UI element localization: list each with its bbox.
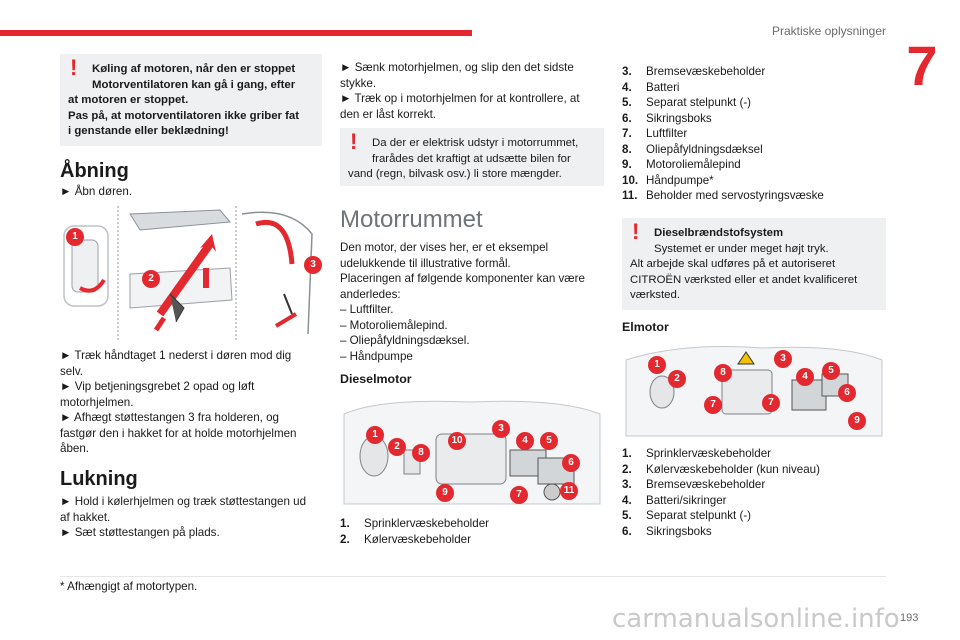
list-item	[622, 524, 886, 540]
list-text: Sprinklervæskebeholder	[646, 447, 772, 460]
warning-line: frarådes det kraftigt at udsætte bilen for	[372, 152, 571, 165]
list-text: Separat stelpunkt (-)	[646, 509, 752, 522]
heading-motorrummet: Motorrummet	[340, 206, 483, 233]
list-num: 1.	[622, 447, 632, 460]
warning-icon: !	[632, 219, 640, 244]
step-line: stykke.	[340, 76, 377, 90]
motorrummet-intro	[340, 240, 604, 364]
list-item	[622, 173, 886, 189]
opening-steps	[60, 348, 322, 457]
warning-box-electrical	[340, 128, 604, 186]
intro-line: – Håndpumpe	[340, 349, 413, 363]
electric-component-list	[622, 446, 886, 539]
callout-marker: 2	[668, 370, 686, 388]
callout-marker: 3	[774, 350, 792, 368]
list-item	[622, 95, 886, 111]
list-item	[622, 157, 886, 173]
list-num: 5.	[622, 96, 632, 109]
heading-elmotor: Elmotor	[622, 320, 669, 334]
list-item	[622, 508, 886, 524]
list-text: Kølervæskebeholder	[364, 532, 471, 546]
list-num: 8.	[622, 142, 632, 156]
list-text: Separat stelpunkt (-)	[646, 96, 752, 109]
list-item	[340, 516, 604, 532]
list-text: Sikringsboks	[646, 111, 712, 125]
step-line: den er låst korrekt.	[340, 107, 437, 121]
warning-line: vand (regn, bilvask osv.) li store mængder.	[348, 168, 562, 180]
list-item	[622, 446, 886, 462]
list-item	[622, 126, 886, 142]
chapter-number: 7	[906, 34, 938, 97]
list-item	[622, 493, 886, 509]
callout-marker: 7	[762, 394, 780, 412]
heading-lukning: Lukning	[60, 468, 138, 490]
callout-marker: 4	[516, 432, 534, 450]
callout-marker: 2	[142, 270, 160, 288]
warning-box-diesel	[622, 218, 886, 310]
list-item	[622, 188, 886, 204]
list-text: Beholder med servostyringsvæske	[646, 189, 824, 202]
callout-marker: 6	[562, 454, 580, 472]
warning-line: Alt arbejde skal udføres på et autoriseret	[630, 258, 836, 270]
warning-icon: !	[350, 129, 358, 154]
closing-steps-continued	[340, 60, 604, 122]
list-item	[622, 462, 886, 478]
warning-box-cooling	[60, 54, 322, 146]
footnote: * Afhængigt af motortypen.	[60, 580, 198, 593]
callout-marker: 1	[366, 426, 384, 444]
list-text: Kølervæskebeholder (kun niveau)	[646, 462, 820, 476]
callout-marker: 4	[796, 368, 814, 386]
callout-marker: 3	[304, 256, 322, 274]
list-text: Oliepåfyldningsdæksel	[646, 142, 763, 156]
intro-line: – Luftfilter.	[340, 303, 394, 316]
step-line: ► Vip betjeningsgrebet 2 opad og løft	[60, 380, 255, 393]
callout-marker: 9	[436, 484, 454, 502]
list-text: Bremsevæskebeholder	[646, 478, 766, 491]
header-accent-bar	[0, 30, 472, 36]
step-open-door: ► Åbn døren.	[60, 185, 133, 198]
list-num: 10.	[622, 173, 639, 187]
section-title: Praktiske oplysninger	[771, 24, 886, 38]
list-num: 2.	[340, 532, 350, 546]
callout-marker: 5	[540, 432, 558, 450]
footer-divider	[60, 576, 886, 577]
callout-marker: 7	[510, 486, 528, 504]
list-num: 7.	[622, 127, 632, 140]
callout-marker: 3	[492, 420, 510, 438]
list-item	[622, 64, 886, 80]
list-num: 3.	[622, 478, 632, 491]
diesel-component-list	[340, 516, 604, 547]
step-line: selv.	[60, 364, 83, 378]
list-text: Bremsevæskebeholder	[646, 65, 766, 78]
heading-abning: Åbning	[60, 160, 129, 182]
list-text: Motoroliemålepind	[646, 158, 741, 171]
step-line: ► Træk håndtaget 1 nederst i døren mod dig	[60, 349, 292, 362]
step-line: ► Sæt støttestangen på plads.	[60, 526, 220, 539]
step-line: af hakket.	[60, 510, 111, 524]
list-text: Sikringsboks	[646, 524, 712, 538]
warning-line: i genstande eller beklædning!	[68, 125, 229, 137]
warning-line: Systemet er under meget højt tryk.	[654, 242, 829, 255]
intro-line: udelukkende til illustrative formål.	[340, 256, 511, 270]
list-item	[622, 80, 886, 96]
list-num: 5.	[622, 509, 632, 522]
closing-steps	[60, 494, 322, 541]
callout-marker: 10	[448, 432, 466, 450]
warning-icon: !	[70, 55, 78, 80]
intro-line: Den motor, der vises her, er et eksempel	[340, 241, 549, 254]
callout-marker: 1	[648, 356, 666, 374]
list-num: 4.	[622, 493, 632, 507]
list-num: 6.	[622, 111, 632, 125]
warning-line: Da der er elektrisk udstyr i motorrummet,	[372, 137, 579, 149]
warning-line: CITROËN værksted eller et andet kvalificeret	[630, 273, 858, 286]
callout-marker: 1	[66, 228, 84, 246]
diesel-component-list-continued	[622, 64, 886, 204]
list-item	[340, 532, 604, 548]
step-line: ► Sænk motorhjelmen, og slip den det sidste	[340, 61, 574, 74]
page-number: 193	[900, 612, 919, 624]
callout-marker: 8	[412, 444, 430, 462]
warning-line: Dieselbrændstofsystem	[654, 227, 784, 239]
step-line: åben.	[60, 442, 90, 455]
list-num: 4.	[622, 80, 632, 94]
intro-line: Placeringen af følgende komponenter kan være	[340, 272, 585, 285]
diesel-engine-figure	[340, 394, 604, 510]
callout-marker: 6	[838, 384, 856, 402]
list-item	[622, 477, 886, 493]
electric-motor-figure	[622, 340, 886, 440]
step-line: ► Hold i kølerhjelmen og træk støttestangen ud	[60, 495, 307, 508]
list-num: 11.	[622, 189, 638, 202]
list-num: 3.	[622, 65, 632, 78]
list-item	[622, 142, 886, 158]
intro-line: anderledes:	[340, 287, 401, 301]
warning-line: Pas på, at motorventilatoren ikke griber fat	[68, 109, 300, 122]
intro-line: – Motoroliemålepind.	[340, 318, 448, 332]
step-line: fastgør den i hakket for at holde motorhjelmen	[60, 426, 297, 440]
warning-line: Køling af motoren, når den er stoppet	[92, 63, 296, 75]
list-num: 6.	[622, 524, 632, 538]
callout-marker: 8	[714, 364, 732, 382]
heading-dieselmotor: Dieselmotor	[340, 372, 412, 386]
list-num: 2.	[622, 462, 632, 476]
callout-marker: 2	[388, 438, 406, 456]
warning-line: værksted.	[630, 289, 681, 301]
list-text: Sprinklervæskebeholder	[364, 517, 490, 530]
callout-marker: 9	[848, 412, 866, 430]
callout-marker: 11	[560, 482, 578, 500]
list-text: Batteri	[646, 80, 680, 94]
step-line: motorhjelmen.	[60, 395, 134, 409]
watermark: carmanualsonline.info	[612, 604, 900, 634]
intro-line: – Oliepåfyldningsdæksel.	[340, 334, 470, 347]
list-text: Luftfilter	[646, 127, 688, 140]
warning-line: at motoren er stoppet.	[68, 94, 189, 106]
warning-line: Motorventilatoren kan gå i gang, efter	[92, 78, 296, 91]
step-line: ► Afhægt støttestangen 3 fra holderen, og	[60, 411, 280, 424]
step-line: ► Træk op i motorhjelmen for at kontrollere, at	[340, 92, 580, 105]
list-num: 9.	[622, 158, 632, 171]
hood-opening-illustration	[60, 204, 322, 342]
callout-marker: 5	[822, 362, 840, 380]
list-item	[622, 111, 886, 127]
hood-opening-figure	[60, 204, 322, 342]
list-num: 1.	[340, 517, 350, 530]
list-text: Batteri/sikringer	[646, 493, 727, 507]
list-text: Håndpumpe*	[646, 173, 714, 187]
callout-marker: 7	[704, 396, 722, 414]
